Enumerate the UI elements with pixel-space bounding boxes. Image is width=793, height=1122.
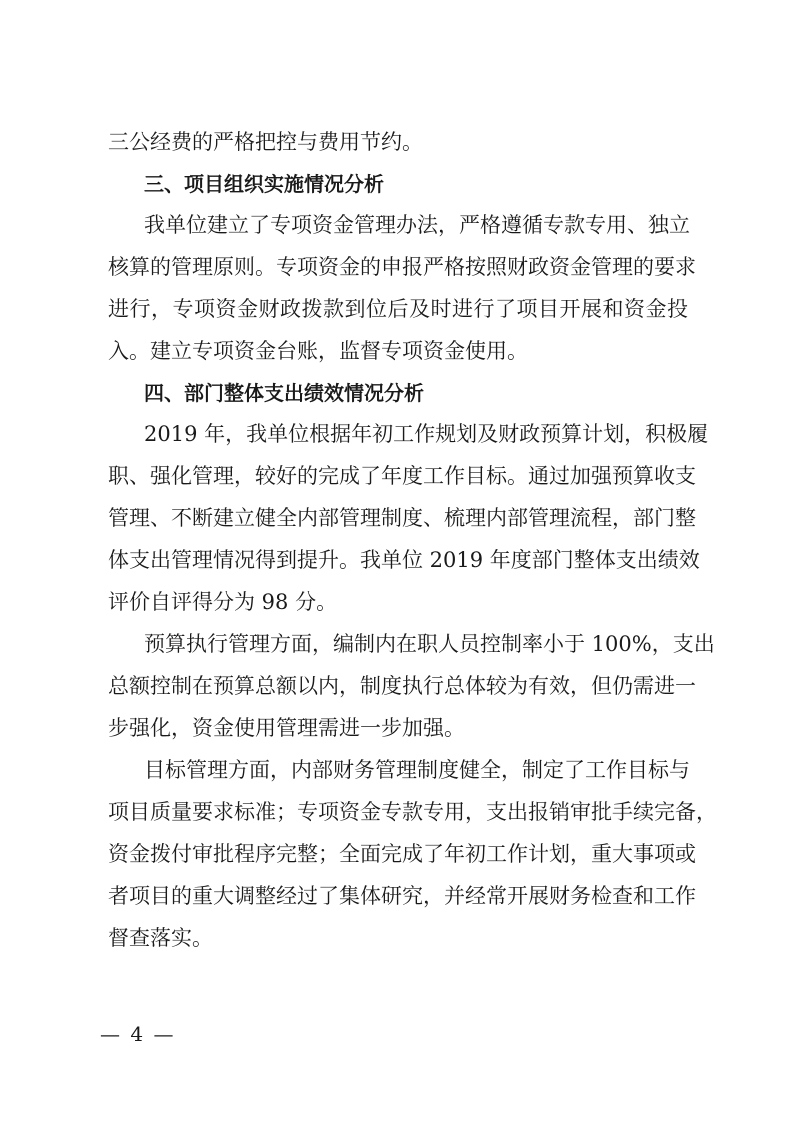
paragraph-line: 资金拨付审批程序完整；全面完成了年初工作计划，重大事项或 [108, 842, 696, 866]
paragraph-line: 总额控制在预算总额以内，制度执行总体较为有效，但仍需进一 [108, 674, 696, 698]
paragraph-line: 者项目的重大调整经过了集体研究，并经常开展财务检查和工作 [108, 884, 696, 908]
paragraph-line: 核算的管理原则。专项资金的申报严格按照财政资金管理的要求 [108, 255, 696, 279]
paragraph-line: 目标管理方面，内部财务管理制度健全，制定了工作目标与 [144, 758, 690, 782]
paragraph-line: 我单位建立了专项资金管理办法，严格遵循专款专用、独立 [144, 213, 690, 237]
paragraph-line: 进行，专项资金财政拨款到位后及时进行了项目开展和资金投 [108, 297, 688, 321]
paragraph-line: 三公经费的严格把控与费用节约。 [108, 130, 423, 154]
paragraph-line: 步强化，资金使用管理需进一步加强。 [108, 716, 465, 740]
page-number: — 4 — [100, 1022, 176, 1046]
paragraph-line: 入。建立专项资金台账，监督专项资金使用。 [108, 339, 528, 363]
section-heading-4: 四、部门整体支出绩效情况分析 [144, 381, 424, 405]
paragraph-line: 体支出管理情况得到提升。我单位 2019 年度部门整体支出绩效 [108, 548, 700, 572]
paragraph-line: 管理、不断建立健全内部管理制度、梳理内部管理流程，部门整 [108, 506, 696, 530]
paragraph-line: 项目质量要求标准；专项资金专款专用，支出报销审批手续完备， [108, 800, 717, 824]
paragraph-line: 2019 年，我单位根据年初工作规划及财政预算计划，积极履 [144, 422, 709, 446]
section-heading-3: 三、项目组织实施情况分析 [144, 172, 384, 196]
paragraph-line: 职、强化管理，较好的完成了年度工作目标。通过加强预算收支 [108, 464, 696, 488]
paragraph-line: 预算执行管理方面，编制内在职人员控制率小于 100%，支出 [144, 632, 715, 656]
paragraph-line: 评价自评得分为 98 分。 [108, 590, 338, 614]
paragraph-line: 督查落实。 [108, 926, 213, 950]
